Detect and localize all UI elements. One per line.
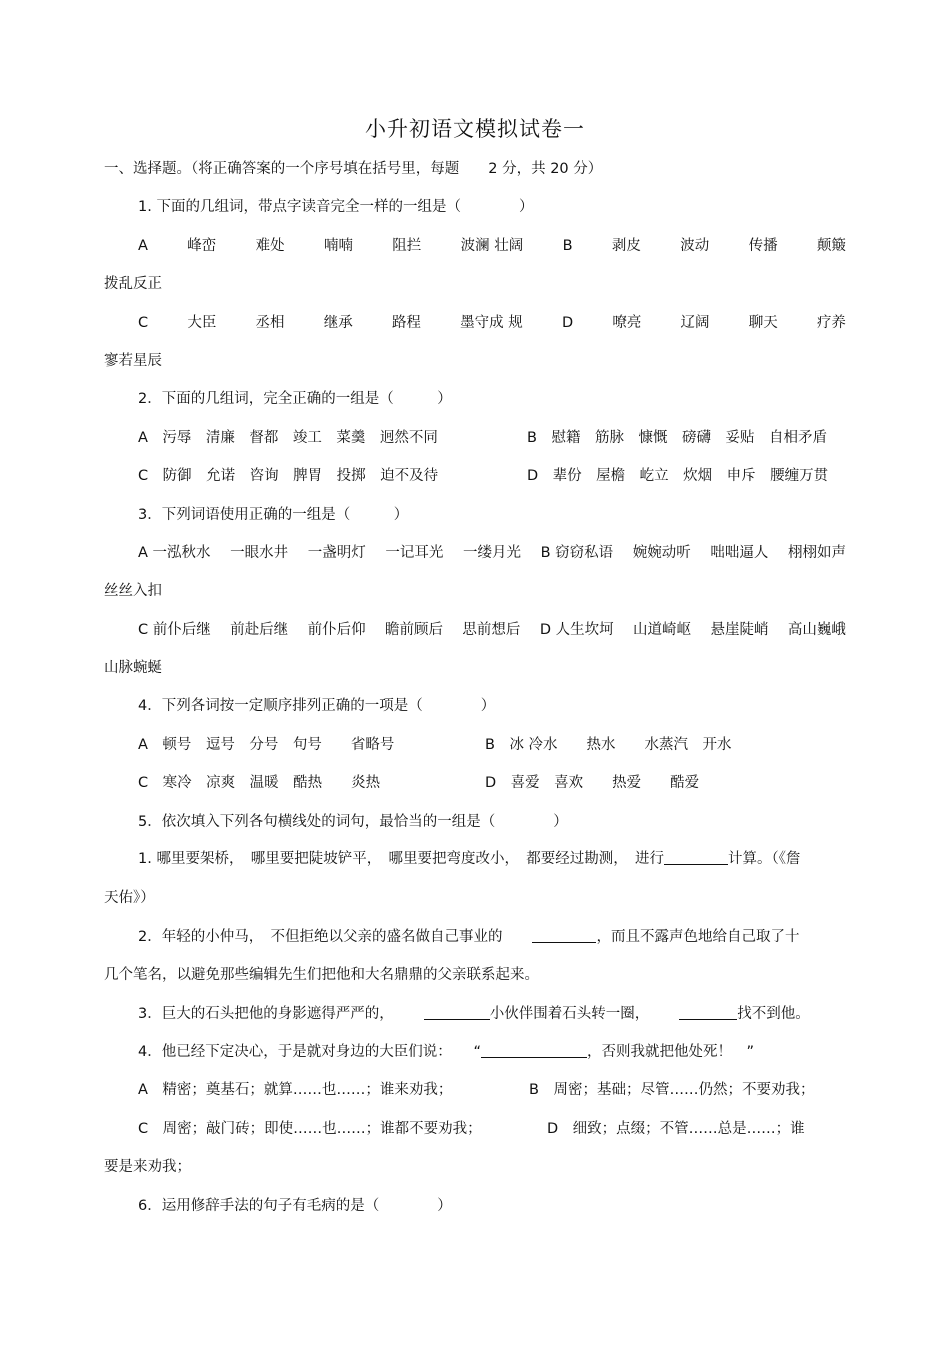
q5-s2-continued: 几个笔名，以避免那些编辑先生们把他和大名鼎鼎的父亲联系起来。 bbox=[104, 967, 539, 983]
q1-d-label: D bbox=[561, 315, 574, 331]
q3-word: 前赴后继 bbox=[230, 622, 289, 638]
q1-a-word: 峰峦 bbox=[187, 238, 217, 254]
q5-option-a: A 精密；奠基石；就算……也……；谁来劝我； bbox=[138, 1082, 453, 1098]
q1-c-word: 路程 bbox=[391, 315, 421, 331]
q3-b-continued: 丝丝入扣 bbox=[104, 583, 162, 599]
q3-options-cd bbox=[138, 620, 846, 640]
q5-stem: 5．依次填入下列各句横线处的词句，最恰当的一组是（ ） bbox=[138, 814, 568, 830]
q1-c-label: C bbox=[138, 315, 149, 331]
q5-s4-text: 4．他已经下定决心，于是就对身边的大臣们说： “ bbox=[138, 1044, 481, 1060]
q4-option-d: D 喜爱 喜欢 热爱 酷爱 bbox=[485, 775, 700, 791]
q1-d-continued: 寥若星辰 bbox=[104, 353, 162, 369]
q3-word: 山道崎岖 bbox=[633, 622, 692, 638]
q5-option-c: C 周密；敲门砖；即使……也……；谁都不要劝我； bbox=[138, 1121, 482, 1137]
q1-b-word: 剥皮 bbox=[611, 238, 641, 254]
q5-s2-text: 2．年轻的小仲马， 不但拒绝以父亲的盛名做自己事业的 bbox=[138, 929, 503, 945]
q3-word: 栩栩如声 bbox=[787, 545, 846, 561]
q5-sentence-4 bbox=[138, 1042, 846, 1062]
q5-s3-text: 3．巨大的石头把他的身影遮得严严的， bbox=[138, 1006, 394, 1022]
q1-a-word: 喃喃 bbox=[323, 238, 353, 254]
q2-option-a: A 污辱 清廉 督都 竣工 菜羹 迥然不同 bbox=[138, 430, 438, 446]
q1-a-word: 阻拦 bbox=[392, 238, 422, 254]
q3-word: 高山巍峨 bbox=[787, 622, 846, 638]
q3-word: 瞻前顾后 bbox=[385, 622, 443, 638]
q1-d-word: 聊天 bbox=[748, 315, 778, 331]
q3-word: 一缕月光 bbox=[462, 545, 521, 561]
q3-d-continued: 山脉蜿蜒 bbox=[104, 660, 162, 676]
q1-d-word: 疗养 bbox=[816, 315, 846, 331]
section-heading: 一、选择题。（将正确答案的一个序号填在括号里，每题 2 分，共 20 分） bbox=[104, 161, 603, 177]
q3-options-ab bbox=[138, 543, 846, 563]
q4-option-b: B 冰 冷水 热水 水蒸汽 开水 bbox=[485, 737, 732, 753]
q5-sentence-3 bbox=[138, 1004, 846, 1024]
q1-b-word: 波动 bbox=[680, 238, 710, 254]
q5-s1-text: 1. 哪里要架桥， 哪里要把陡坡铲平， 哪里要把弯度改小， 都要经过勘测， 进行 bbox=[138, 851, 664, 867]
fill-blank bbox=[424, 1005, 490, 1020]
q3-word: A 一泓秋水 bbox=[138, 545, 211, 561]
q1-c-word: 丞相 bbox=[255, 315, 285, 331]
q5-s4-text: ，否则我就把他处死！ ” bbox=[587, 1044, 755, 1060]
q3-word: 思前想后 bbox=[462, 622, 521, 638]
q5-s1-text: 计算。（《詹 bbox=[727, 851, 801, 867]
q3-word: 咄咄逼人 bbox=[710, 545, 769, 561]
q5-s2-text: ，而且不露声色地给自己取了十 bbox=[596, 929, 800, 945]
q3-word: D 人生坎坷 bbox=[539, 622, 614, 638]
q5-s1-continued: 天佑》） bbox=[104, 890, 155, 906]
fill-blank bbox=[679, 1005, 737, 1020]
q3-word: B 窃窃私语 bbox=[540, 545, 614, 561]
page-title: 小升初语文模拟试卷一 bbox=[365, 117, 585, 141]
q3-word: 一盏明灯 bbox=[307, 545, 366, 561]
q4-option-c: C 寒冷 凉爽 温暖 酷热 炎热 bbox=[138, 775, 381, 791]
q3-word: 婉婉动听 bbox=[632, 545, 691, 561]
q3-word: 前仆后仰 bbox=[307, 622, 366, 638]
q1-c-word: 大臣 bbox=[187, 315, 217, 331]
q4-stem: 4．下列各词按一定顺序排列正确的一项是（ ） bbox=[138, 698, 496, 714]
q1-stem: 1. 下面的几组词，带点字读音完全一样的一组是（ ） bbox=[138, 199, 534, 215]
q1-options-cd bbox=[138, 313, 846, 333]
q2-stem: 2．下面的几组词，完全正确的一组是（ ） bbox=[138, 391, 452, 407]
q1-c-word: 继承 bbox=[323, 315, 353, 331]
q5-d-continued: 要是来劝我； bbox=[104, 1159, 191, 1175]
q1-b-word: 传播 bbox=[748, 238, 778, 254]
q3-word: 一眼水井 bbox=[230, 545, 289, 561]
q2-option-d: D 辈份 屋檐 屹立 炊烟 申斥 腰缠万贯 bbox=[527, 468, 829, 484]
q5-s3-text: 找不到他。 bbox=[737, 1006, 810, 1022]
q6-stem: 6．运用修辞手法的句子有毛病的是（ ） bbox=[138, 1198, 452, 1214]
q5-option-d: D 细致；点缀；不管……总是……；谁 bbox=[547, 1121, 805, 1137]
q1-c-word: 墨守成 规 bbox=[460, 315, 523, 331]
q3-stem: 3．下列词语使用正确的一组是（ ） bbox=[138, 507, 409, 523]
q5-sentence-2 bbox=[138, 927, 846, 947]
q1-d-word: 嘹亮 bbox=[612, 315, 642, 331]
q1-d-word: 辽阔 bbox=[680, 315, 710, 331]
q3-word: 一记耳光 bbox=[385, 545, 444, 561]
q1-a-word: 波澜 壮阔 bbox=[460, 238, 524, 254]
q1-b-label: B bbox=[562, 238, 573, 254]
q5-sentence-1 bbox=[138, 849, 846, 869]
fill-blank bbox=[664, 850, 728, 865]
q3-word: 悬崖陡峭 bbox=[710, 622, 769, 638]
fill-blank bbox=[532, 928, 596, 943]
fill-blank bbox=[481, 1043, 587, 1058]
q5-s3-text: 小伙伴围着石头转一圈， bbox=[489, 1006, 650, 1022]
q1-options-ab bbox=[138, 236, 846, 256]
q1-a-word: 难处 bbox=[255, 238, 285, 254]
q2-option-b: B 慰籍 筋脉 慷慨 磅礴 妥贴 自相矛盾 bbox=[527, 430, 827, 446]
q4-option-a: A 顿号 逗号 分号 句号 省略号 bbox=[138, 737, 395, 753]
q2-option-c: C 防御 允诺 咨询 脾胃 投掷 迫不及待 bbox=[138, 468, 439, 484]
q3-word: C 前仆后继 bbox=[138, 622, 211, 638]
q5-option-b: B 周密；基础；尽管……仍然；不要劝我； bbox=[529, 1082, 815, 1098]
q1-b-word: 颠簸 bbox=[816, 238, 846, 254]
q1-b-continued: 拨乱反正 bbox=[104, 276, 162, 292]
q1-a-label: A bbox=[138, 238, 148, 254]
